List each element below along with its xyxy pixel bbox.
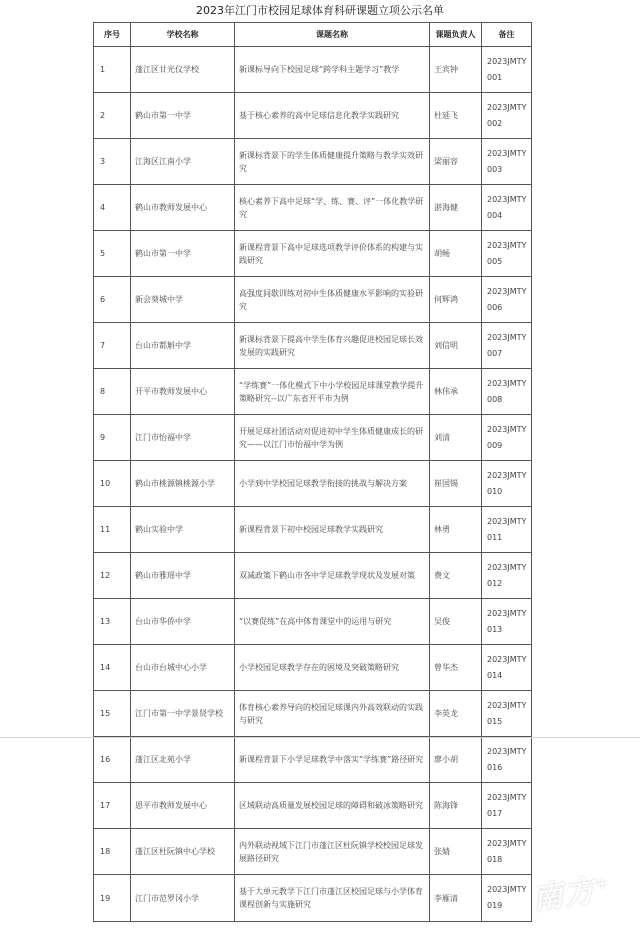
cell-leader: 刘信明 xyxy=(430,323,482,369)
table-row xyxy=(94,185,532,231)
cell-school: 新会葵城中学 xyxy=(131,277,235,323)
cell-topic: 新课标背景下的学生体质健康提升策略与教学实效研究 xyxy=(235,139,430,185)
cell-topic: 核心素养下高中足球“学、练、赛、评”一体化教学研究 xyxy=(235,185,430,231)
cell-topic: 小学校园足球教学存在的困境及突破策略研究 xyxy=(235,645,430,691)
cell-remark: 2023JMTY005 xyxy=(482,231,532,277)
cell-leader: 林伟承 xyxy=(430,369,482,415)
cell-leader: 费文 xyxy=(430,553,482,599)
cell-leader: 湛海健 xyxy=(430,185,482,231)
cell-leader: 梁丽容 xyxy=(430,139,482,185)
cell-school: 鹤山市雅瑶中学 xyxy=(131,553,235,599)
cell-remark: 2023JMTY012 xyxy=(482,553,532,599)
table-row xyxy=(94,829,532,875)
cell-no: 12 xyxy=(94,553,131,599)
cell-leader: 吴俊 xyxy=(430,599,482,645)
table-row xyxy=(94,553,532,599)
header-topic: 课题名称 xyxy=(235,23,430,47)
cell-remark: 2023JMTY011 xyxy=(482,507,532,553)
cell-remark: 2023JMTY001 xyxy=(482,47,532,93)
cell-school: 江门市怡福中学 xyxy=(131,415,235,461)
page-title: 2023年江门市校园足球体育科研课题立项公示名单 xyxy=(196,4,444,17)
cell-topic: “学练赛”一体化模式下中小学校园足球课堂教学提升策略研究--以广东省开平市为例 xyxy=(235,369,430,415)
cell-school: 江海区江南小学 xyxy=(131,139,235,185)
project-table xyxy=(93,22,532,922)
cell-no: 8 xyxy=(94,369,131,415)
watermark-logo xyxy=(530,862,625,916)
cell-no: 6 xyxy=(94,277,131,323)
table-row xyxy=(94,737,532,783)
cell-no: 4 xyxy=(94,185,131,231)
table-row xyxy=(94,139,532,185)
cell-remark: 2023JMTY003 xyxy=(482,139,532,185)
cell-no: 2 xyxy=(94,93,131,139)
cell-leader: 陈海锋 xyxy=(430,783,482,829)
cell-remark: 2023JMTY018 xyxy=(482,829,532,875)
table-row xyxy=(94,507,532,553)
cell-school: 蓬江区甘光仪学校 xyxy=(131,47,235,93)
table-row xyxy=(94,875,532,922)
cell-school: 蓬江区杜阮镇中心学校 xyxy=(131,829,235,875)
cell-no: 11 xyxy=(94,507,131,553)
cell-topic: 开展足球社团活动对促进初中学生体质健康成长的研究——以江门市怡福中学为例 xyxy=(235,415,430,461)
header-remark: 备注 xyxy=(482,23,532,47)
table-row xyxy=(94,599,532,645)
table-row xyxy=(94,645,532,691)
cell-remark: 2023JMTY016 xyxy=(482,737,532,783)
cell-no: 14 xyxy=(94,645,131,691)
cell-no: 10 xyxy=(94,461,131,507)
cell-leader: 胡畅 xyxy=(430,231,482,277)
cell-school: 鹤山市第一中学 xyxy=(131,231,235,277)
cell-no: 9 xyxy=(94,415,131,461)
cell-no: 13 xyxy=(94,599,131,645)
cell-school: 台山市华侨中学 xyxy=(131,599,235,645)
cell-no: 15 xyxy=(94,691,131,737)
cell-topic: 基于大单元教学下江门市蓬江区校园足球与小学体育课程创新与实施研究 xyxy=(235,875,430,922)
cell-leader: 刘清 xyxy=(430,415,482,461)
cell-remark: 2023JMTY017 xyxy=(482,783,532,829)
cell-school: 鹤山市桃源镇桃源小学 xyxy=(131,461,235,507)
table-row xyxy=(94,93,532,139)
table-row xyxy=(94,691,532,737)
cell-school: 台山市都斛中学 xyxy=(131,323,235,369)
table-row xyxy=(94,415,532,461)
cell-remark: 2023JMTY010 xyxy=(482,461,532,507)
cell-no: 7 xyxy=(94,323,131,369)
cell-school: 恩平市教师发展中心 xyxy=(131,783,235,829)
cell-no: 3 xyxy=(94,139,131,185)
cell-leader: 杜延飞 xyxy=(430,93,482,139)
cell-school: 开平市教师发展中心 xyxy=(131,369,235,415)
cell-school: 鹤山市教师发展中心 xyxy=(131,185,235,231)
cell-topic: 新课标导向下校园足球“跨学科主题学习”教学 xyxy=(235,47,430,93)
table-row xyxy=(94,369,532,415)
table-header-row xyxy=(94,23,532,47)
cell-no: 19 xyxy=(94,875,131,922)
cell-topic: 基于核心素养的高中足球信息化教学实践研究 xyxy=(235,93,430,139)
cell-leader: 王宾钟 xyxy=(430,47,482,93)
cell-remark: 2023JMTY006 xyxy=(482,277,532,323)
cell-leader: 廖小胡 xyxy=(430,737,482,783)
cell-remark: 2023JMTY015 xyxy=(482,691,532,737)
cell-topic: 新课标背景下提高中学生体育兴趣促进校园足球长效发展的实践研究 xyxy=(235,323,430,369)
table-row xyxy=(94,47,532,93)
cell-leader: 曾华杰 xyxy=(430,645,482,691)
cell-leader: 李雁清 xyxy=(430,875,482,922)
watermark-plus: + xyxy=(594,872,613,894)
cell-leader: 李英龙 xyxy=(430,691,482,737)
header-no: 序号 xyxy=(94,23,131,47)
cell-no: 18 xyxy=(94,829,131,875)
cell-topic: “以赛促练”在高中体育课堂中的运用与研究 xyxy=(235,599,430,645)
table-row xyxy=(94,231,532,277)
cell-remark: 2023JMTY007 xyxy=(482,323,532,369)
cell-leader: 崔国锡 xyxy=(430,461,482,507)
cell-remark: 2023JMTY008 xyxy=(482,369,532,415)
cell-remark: 2023JMTY004 xyxy=(482,185,532,231)
cell-school: 鹤山市第一中学 xyxy=(131,93,235,139)
cell-topic: 小学到中学校园足球教学衔接的挑战与解决方案 xyxy=(235,461,430,507)
cell-remark: 2023JMTY019 xyxy=(482,875,532,922)
table-row xyxy=(94,461,532,507)
cell-remark: 2023JMTY014 xyxy=(482,645,532,691)
cell-school: 台山市台城中心小学 xyxy=(131,645,235,691)
cell-topic: 区域联动高质量发展校园足球的障碍和破冰策略研究 xyxy=(235,783,430,829)
cell-topic: 高强度间歇训练对初中生体质健康水平影响的实验研究 xyxy=(235,277,430,323)
cell-no: 17 xyxy=(94,783,131,829)
table-row xyxy=(94,783,532,829)
cell-remark: 2023JMTY009 xyxy=(482,415,532,461)
cell-topic: 新课程背景下小学足球教学中落实“学练赛”路径研究 xyxy=(235,737,430,783)
screenshot-seam xyxy=(0,737,640,738)
cell-school: 江门市范罗冈小学 xyxy=(131,875,235,922)
cell-school: 鹤山实验中学 xyxy=(131,507,235,553)
table-row xyxy=(94,323,532,369)
cell-leader: 何辉鸿 xyxy=(430,277,482,323)
header-school: 学校名称 xyxy=(131,23,235,47)
cell-no: 1 xyxy=(94,47,131,93)
cell-school: 江门市第一中学景贤学校 xyxy=(131,691,235,737)
watermark-text: 南方 xyxy=(530,873,599,918)
cell-no: 16 xyxy=(94,737,131,783)
cell-remark: 2023JMTY013 xyxy=(482,599,532,645)
cell-leader: 林勇 xyxy=(430,507,482,553)
cell-no: 5 xyxy=(94,231,131,277)
cell-topic: 内外联动视域下江门市蓬江区杜阮镇学校校园足球发展路径研究 xyxy=(235,829,430,875)
cell-remark: 2023JMTY002 xyxy=(482,93,532,139)
cell-leader: 张婧 xyxy=(430,829,482,875)
cell-school: 蓬江区北苑小学 xyxy=(131,737,235,783)
header-leader: 课题负责人 xyxy=(430,23,482,47)
cell-topic: 双减政策下鹤山市各中学足球教学现状及发展对策 xyxy=(235,553,430,599)
cell-topic: 新课程背景下初中校园足球教学实践研究 xyxy=(235,507,430,553)
table-row xyxy=(94,277,532,323)
cell-topic: 体育核心素养导向的校园足球课内外高效联动的实践与研究 xyxy=(235,691,430,737)
cell-topic: 新课程背景下高中足球选项教学评价体系的构建与实践研究 xyxy=(235,231,430,277)
